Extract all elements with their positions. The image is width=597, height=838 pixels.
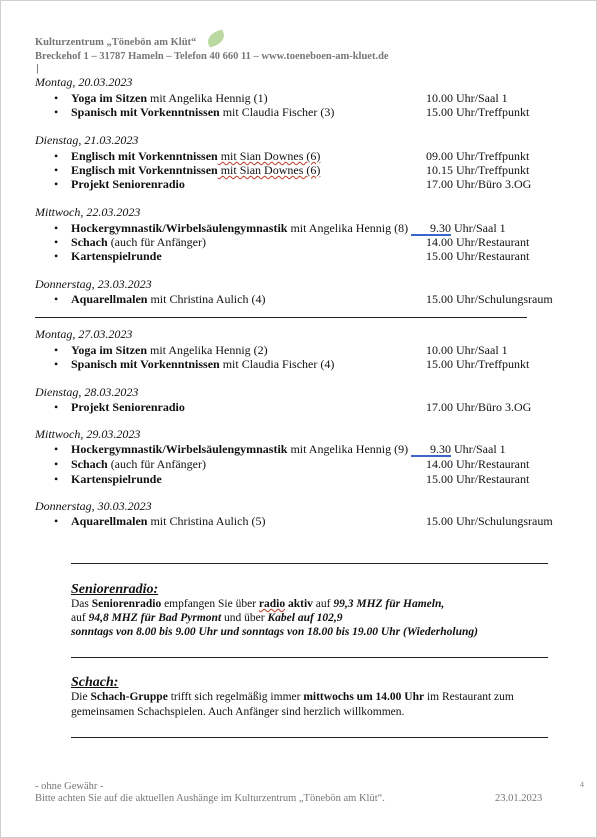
- day-heading: Donnerstag, 23.03.2023: [35, 277, 152, 291]
- course-title: Kartenspielrunde: [71, 249, 162, 263]
- logo-leaf-icon: [205, 29, 226, 47]
- course-title: Aquarellmalen: [71, 514, 148, 528]
- time-room: Uhr/Saal 1: [451, 442, 506, 456]
- course-time: 10.00 Uhr/Saal 1: [426, 343, 508, 357]
- day-heading: Mittwoch, 22.03.2023: [35, 205, 141, 219]
- course-time: 17.00 Uhr/Büro 3.OG: [426, 400, 532, 414]
- course-title: Schach: [71, 457, 108, 471]
- section-divider: [71, 737, 548, 738]
- course-time: [411, 442, 506, 457]
- course-instructor: mit Claudia Fischer (3): [219, 105, 335, 119]
- course-title: Kartenspielrunde: [71, 472, 162, 486]
- course-time: 15.00 Uhr/Restaurant: [426, 249, 530, 263]
- radio-line-1: Das Seniorenradio empfangen Sie über radio aktiv auf 99,3 MHZ für Hameln,: [71, 598, 445, 610]
- course-title: Englisch mit Vorkenntnissen: [71, 163, 218, 177]
- course-instructor: mit Christina Aulich (4): [147, 292, 266, 306]
- bullet-icon: •: [54, 105, 59, 119]
- bullet-icon: •: [54, 235, 59, 249]
- footer-date: 23.01.2023: [495, 793, 543, 804]
- header-address: Breckehof 1 – 31787 Hameln – Telefon 40 660 11 – www.toeneboen-am-kluet.de: [35, 51, 389, 62]
- course-title: Projekt Seniorenradio: [71, 177, 185, 191]
- day-heading: Dienstag, 21.03.2023: [35, 133, 139, 147]
- course-time: 10.00 Uhr/Saal 1: [426, 91, 508, 105]
- header-title: Kulturzentrum „Tönebön am Klüt“: [35, 37, 197, 48]
- course-time: [411, 221, 506, 236]
- day-heading: Dienstag, 28.03.2023: [35, 385, 139, 399]
- course-title: Spanisch mit Vorkenntnissen: [71, 357, 220, 371]
- bullet-icon: •: [54, 357, 59, 371]
- bullet-icon: •: [54, 472, 59, 486]
- course-note: (auch für Anfänger): [107, 457, 206, 471]
- bullet-icon: •: [54, 149, 59, 163]
- course-instructor: mit Sian Downes (6): [217, 163, 321, 177]
- footer-disclaimer: - ohne Gewähr -: [35, 781, 104, 792]
- bullet-icon: •: [54, 91, 59, 105]
- radio-line-2: auf 94,8 MHZ für Bad Pyrmont und über Kabel auf 102,9: [71, 612, 343, 624]
- bullet-icon: •: [54, 163, 59, 177]
- day-heading: Donnerstag, 30.03.2023: [35, 499, 152, 513]
- course-instructor: mit Angelika Hennig (2): [147, 343, 268, 357]
- day-heading: Montag, 20.03.2023: [35, 75, 133, 89]
- course-instructor: mit Angelika Hennig (8): [287, 221, 409, 235]
- section-title-radio: Seniorenradio:: [71, 582, 159, 597]
- bullet-icon: •: [54, 514, 59, 528]
- course-instructor: mit Claudia Fischer (4): [219, 357, 335, 371]
- bullet-icon: •: [54, 177, 59, 191]
- course-title: Schach: [71, 235, 108, 249]
- section-title-chess: Schach:: [71, 675, 119, 690]
- course-instructor: mit Sian Downes (6): [217, 149, 321, 163]
- course-title: Hockergymnastik/Wirbelsäulengymnastik: [71, 221, 288, 235]
- course-title: Projekt Seniorenradio: [71, 400, 185, 414]
- page-number: 4: [580, 780, 584, 789]
- chess-line-2: gemeinsamen Schachspielen. Auch Anfänger sind herzlich willkommen.: [71, 706, 405, 718]
- time-value: 9.30: [411, 443, 451, 457]
- bullet-icon: •: [54, 221, 59, 235]
- radio-line-3: sonntags von 8.00 bis 9.00 Uhr und sonntags von 18.00 bis 19.00 Uhr (Wiederholung): [71, 626, 478, 638]
- course-time: 15.00 Uhr/Treffpunkt: [426, 357, 530, 371]
- course-title: Yoga im Sitzen: [71, 343, 147, 357]
- day-heading: Mittwoch, 29.03.2023: [35, 427, 141, 441]
- bullet-icon: •: [54, 400, 59, 414]
- course-title: Yoga im Sitzen: [71, 91, 147, 105]
- course-time: 15.00 Uhr/Schulungsraum: [426, 514, 553, 528]
- course-instructor: mit Angelika Hennig (9): [287, 442, 409, 456]
- day-heading: Montag, 27.03.2023: [35, 327, 133, 341]
- course-time: 15.00 Uhr/Treffpunkt: [426, 105, 530, 119]
- bullet-icon: •: [54, 292, 59, 306]
- course-time: 14.00 Uhr/Restaurant: [426, 457, 530, 471]
- course-time: 09.00 Uhr/Treffpunkt: [426, 149, 530, 163]
- time-value: 9.30: [411, 222, 451, 236]
- chess-line-1: Die Schach-Gruppe trifft sich regelmäßig immer mittwochs um 14.00 Uhr im Restaurant zum: [71, 691, 514, 703]
- course-time: 15.00 Uhr/Restaurant: [426, 472, 530, 486]
- bullet-icon: •: [54, 343, 59, 357]
- section-divider: [71, 657, 548, 658]
- course-title: Aquarellmalen: [71, 292, 148, 306]
- bullet-icon: •: [54, 249, 59, 263]
- course-note: (auch für Anfänger): [107, 235, 206, 249]
- bullet-icon: •: [54, 457, 59, 471]
- week-divider: [35, 317, 527, 318]
- course-time: 15.00 Uhr/Schulungsraum: [426, 292, 553, 306]
- section-divider: [71, 563, 548, 564]
- course-instructor: mit Angelika Hennig (1): [147, 91, 268, 105]
- course-title: Englisch mit Vorkenntnissen: [71, 149, 218, 163]
- course-time: 17.00 Uhr/Büro 3.OG: [426, 177, 532, 191]
- course-title: Hockergymnastik/Wirbelsäulengymnastik: [71, 442, 288, 456]
- footer-notice: Bitte achten Sie auf die aktuellen Aushänge im Kulturzentrum „Tönebön am Klüt“.: [35, 793, 385, 804]
- course-time: 14.00 Uhr/Restaurant: [426, 235, 530, 249]
- course-title: Spanisch mit Vorkenntnissen: [71, 105, 220, 119]
- bullet-icon: •: [54, 442, 59, 456]
- time-room: Uhr/Saal 1: [451, 221, 506, 235]
- text-cursor: |: [36, 62, 40, 74]
- course-instructor: mit Christina Aulich (5): [147, 514, 266, 528]
- course-time: 10.15 Uhr/Treffpunkt: [426, 163, 530, 177]
